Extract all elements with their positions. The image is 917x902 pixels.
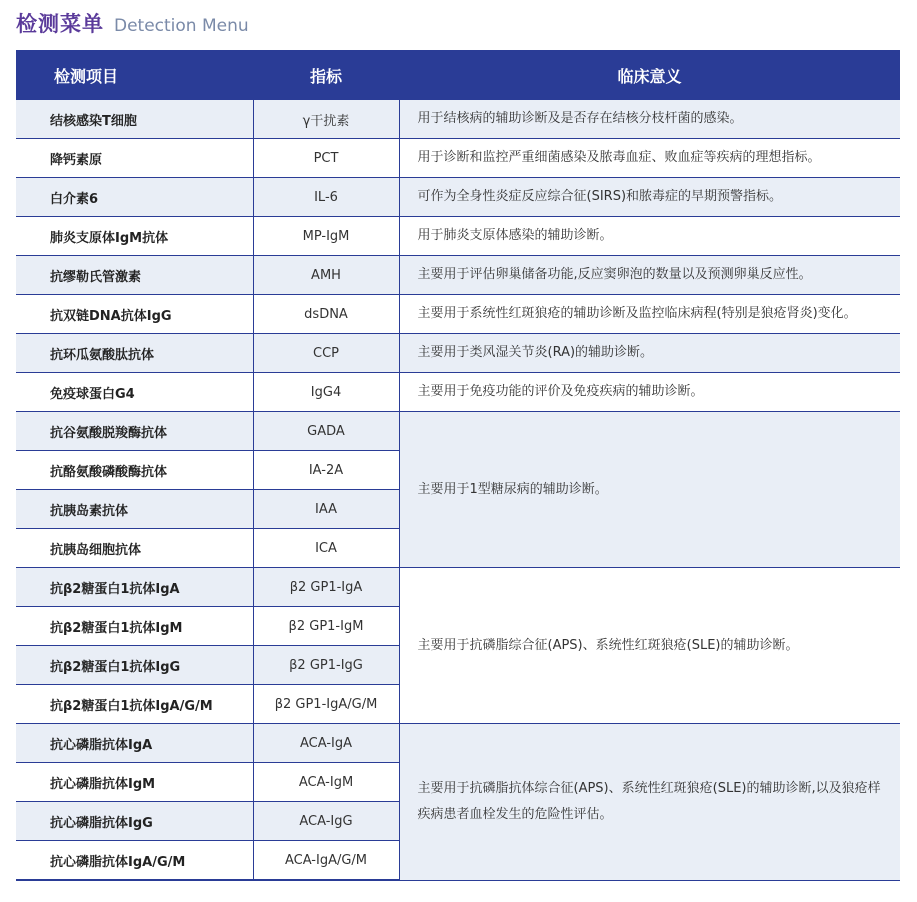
indicator-code: ACA-IgA/G/M (253, 841, 399, 881)
item-name: 肺炎支原体IgM抗体 (16, 217, 253, 256)
indicator-code: IAA (253, 490, 399, 529)
clinical-significance: 主要用于免疫功能的评价及免疫疾病的辅助诊断。 (399, 373, 900, 412)
indicator-code: IA-2A (253, 451, 399, 490)
item-name: 抗胰岛素抗体 (16, 490, 253, 529)
clinical-significance: 主要用于评估卵巢储备功能,反应窦卵泡的数量以及预测卵巢反应性。 (399, 256, 900, 295)
item-name: 抗酪氨酸磷酸酶抗体 (16, 451, 253, 490)
header-item: 检测项目 (16, 50, 253, 100)
table-row (16, 568, 900, 607)
clinical-significance: 可作为全身性炎症反应综合征(SIRS)和脓毒症的早期预警指标。 (399, 178, 900, 217)
table-row (16, 724, 900, 763)
item-name: 抗心磷脂抗体IgA (16, 724, 253, 763)
title-chinese: 检测菜单 (16, 12, 104, 36)
item-name: 抗环瓜氨酸肽抗体 (16, 334, 253, 373)
clinical-significance: 用于结核病的辅助诊断及是否存在结核分枝杆菌的感染。 (399, 100, 900, 139)
item-name: 抗β2糖蛋白1抗体IgM (16, 607, 253, 646)
title-english: Detection Menu (114, 16, 249, 36)
detection-menu-table (16, 50, 900, 881)
indicator-code: β2 GP1-IgG (253, 646, 399, 685)
indicator-code: IgG4 (253, 373, 399, 412)
table-row (16, 373, 900, 412)
clinical-significance: 用于诊断和监控严重细菌感染及脓毒血症、败血症等疾病的理想指标。 (399, 139, 900, 178)
indicator-code: ACA-IgM (253, 763, 399, 802)
table-row (16, 100, 900, 139)
item-name: 抗β2糖蛋白1抗体IgA (16, 568, 253, 607)
item-name: 免疫球蛋白G4 (16, 373, 253, 412)
clinical-significance: 用于肺炎支原体感染的辅助诊断。 (399, 217, 900, 256)
page-title (16, 8, 249, 42)
table-row (16, 295, 900, 334)
indicator-code: β2 GP1-IgA (253, 568, 399, 607)
table-row (16, 139, 900, 178)
indicator-code: ACA-IgA (253, 724, 399, 763)
header-significance: 临床意义 (399, 50, 900, 100)
indicator-code: dsDNA (253, 295, 399, 334)
indicator-code: β2 GP1-IgM (253, 607, 399, 646)
item-name: 抗胰岛细胞抗体 (16, 529, 253, 568)
item-name: 抗β2糖蛋白1抗体IgG (16, 646, 253, 685)
item-name: 抗谷氨酸脱羧酶抗体 (16, 412, 253, 451)
indicator-code: ACA-IgG (253, 802, 399, 841)
indicator-code: β2 GP1-IgA/G/M (253, 685, 399, 724)
indicator-code: AMH (253, 256, 399, 295)
indicator-code: MP-IgM (253, 217, 399, 256)
item-name: 抗缪勒氏管激素 (16, 256, 253, 295)
clinical-significance: 主要用于类风湿关节炎(RA)的辅助诊断。 (399, 334, 900, 373)
indicator-code: ICA (253, 529, 399, 568)
clinical-significance: 主要用于系统性红斑狼疮的辅助诊断及监控临床病程(特别是狼疮肾炎)变化。 (399, 295, 900, 334)
clinical-significance: 主要用于1型糖尿病的辅助诊断。 (399, 412, 900, 568)
indicator-code: IL-6 (253, 178, 399, 217)
item-name: 抗双链DNA抗体IgG (16, 295, 253, 334)
indicator-code: PCT (253, 139, 399, 178)
clinical-significance: 主要用于抗磷脂综合征(APS)、系统性红斑狼疮(SLE)的辅助诊断。 (399, 568, 900, 724)
item-name: 抗β2糖蛋白1抗体IgA/G/M (16, 685, 253, 724)
table-row (16, 256, 900, 295)
indicator-code: CCP (253, 334, 399, 373)
item-name: 抗心磷脂抗体IgG (16, 802, 253, 841)
header-indicator: 指标 (253, 50, 399, 100)
table-row (16, 178, 900, 217)
indicator-code: GADA (253, 412, 399, 451)
item-name: 抗心磷脂抗体IgA/G/M (16, 841, 253, 881)
indicator-code: γ干扰素 (253, 100, 399, 139)
item-name: 结核感染T细胞 (16, 100, 253, 139)
item-name: 白介素6 (16, 178, 253, 217)
table-row (16, 334, 900, 373)
item-name: 抗心磷脂抗体IgM (16, 763, 253, 802)
clinical-significance: 主要用于抗磷脂抗体综合征(APS)、系统性红斑狼疮(SLE)的辅助诊断,以及狼疮样疾病患者血栓发生的危险性评估。 (399, 724, 900, 881)
table-header-row (16, 50, 900, 100)
table-row (16, 412, 900, 451)
item-name: 降钙素原 (16, 139, 253, 178)
table-row (16, 217, 900, 256)
